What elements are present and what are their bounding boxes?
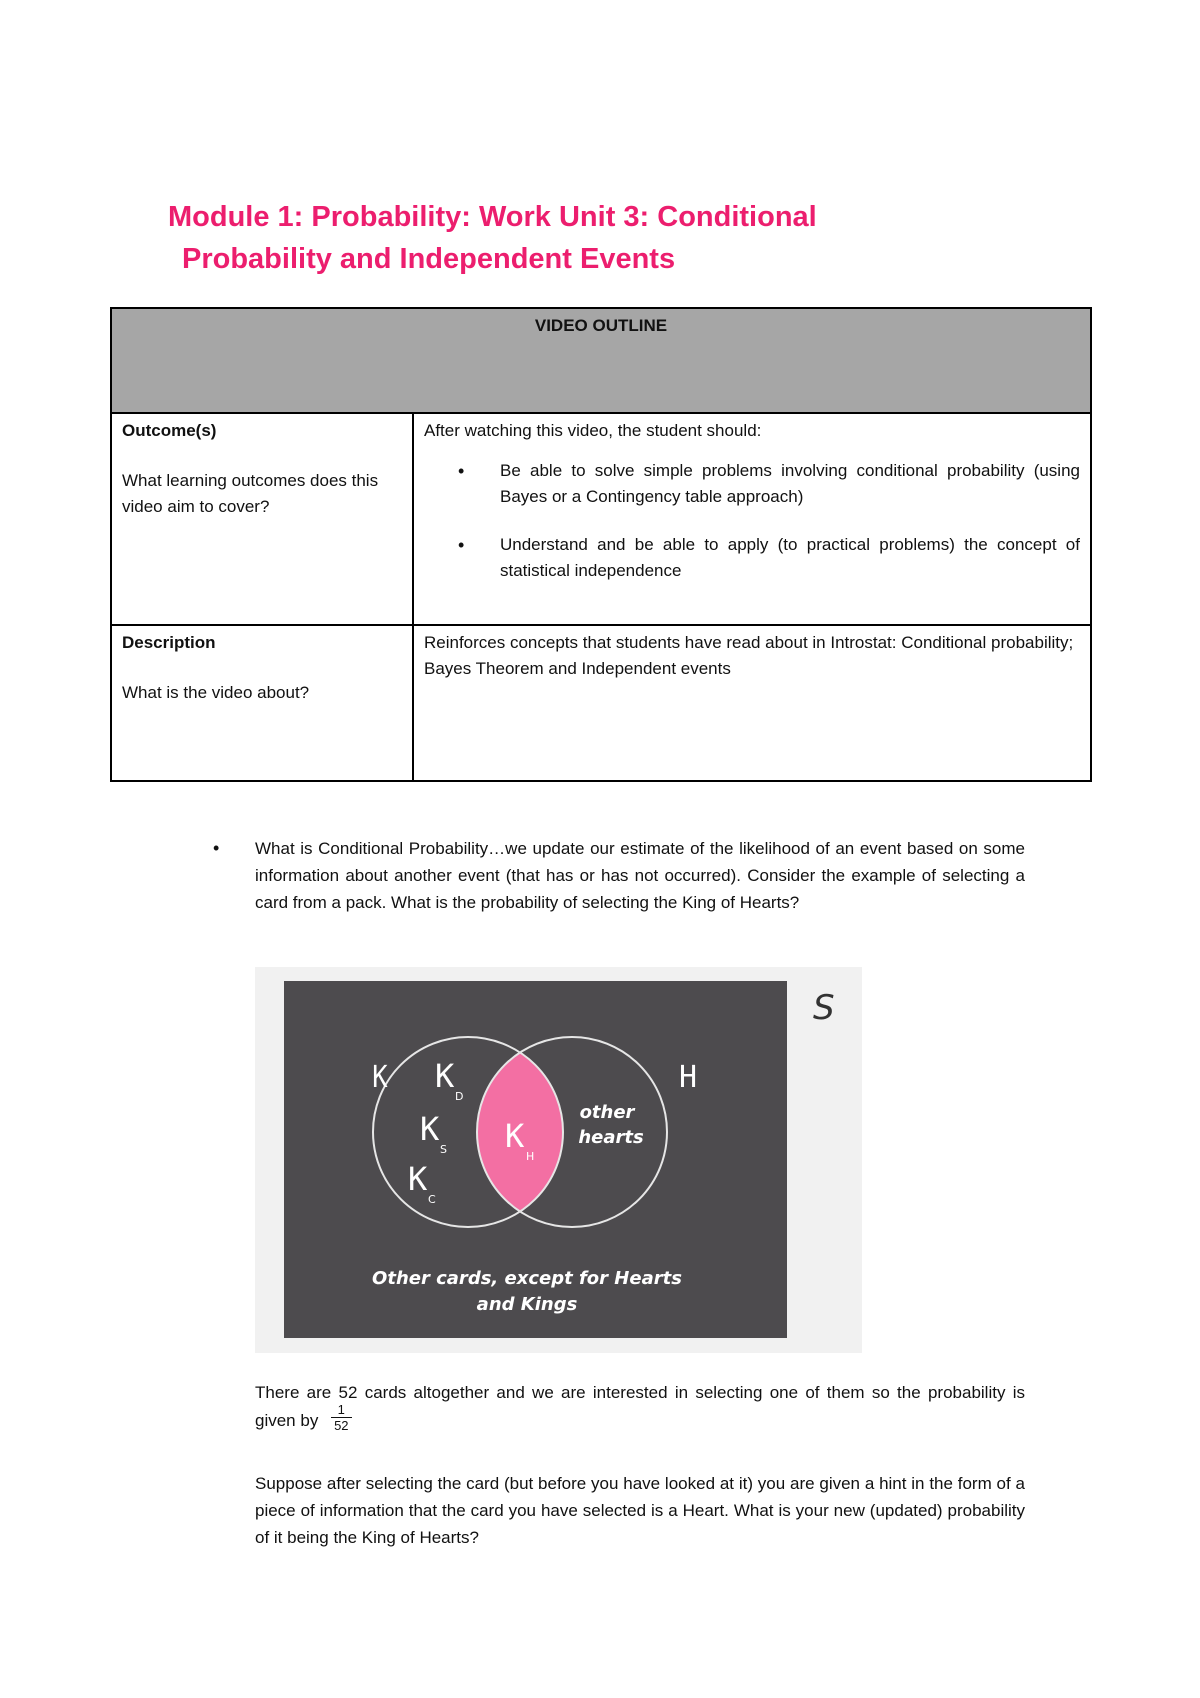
fraction-one-over-52 xyxy=(331,1402,351,1433)
king-clubs-letter: K xyxy=(408,1160,428,1198)
description-question: What is the video about? xyxy=(122,683,310,702)
king-diamonds-letter: K xyxy=(435,1057,455,1095)
title-line-2: Probability and Independent Events xyxy=(182,243,676,275)
title-line-1: Module 1: Probability: Work Unit 3: Conditional xyxy=(168,201,817,233)
venn-caption-line-2: and Kings xyxy=(476,1294,578,1315)
king-spades-sub: S xyxy=(440,1143,447,1156)
king-spades-letter: K xyxy=(420,1110,440,1148)
king-hearts-sub: H xyxy=(526,1150,535,1163)
venn-caption-line-1: Other cards, except for Hearts xyxy=(372,1268,682,1289)
outcome-item-2: • Understand and be able to apply (to practical problems) the concept of statistical independence xyxy=(424,532,1080,584)
video-outline-table xyxy=(110,307,1092,782)
outcome-intro: After watching this video, the student should: xyxy=(424,421,762,440)
outcome-label: Outcome(s) xyxy=(122,421,217,440)
conditional-probability-bullet xyxy=(213,835,1025,916)
video-outline-header: VIDEO OUTLINE xyxy=(111,308,1091,413)
venn-diagram xyxy=(255,967,862,1353)
outcome-label-cell xyxy=(111,413,413,625)
hint-paragraph: Suppose after selecting the card (but before you have looked at it) you are given a hint in the form of a piece of information that the card you have selected is a Heart. What is your new (updated) probability of it being the King of Hearts? xyxy=(255,1474,1025,1547)
description-text: Reinforces concepts that students have read about in Introstat: Conditional probability; Bayes Theorem and Independent events xyxy=(424,633,1074,678)
conditional-probability-text: What is Conditional Probability…we update our estimate of the likelihood of an event based on some information about another event (that has or has not occurred). Consider the example of selecting a card from a pack. What is the probability of selecting the King of Hearts? xyxy=(255,839,1025,912)
outcome-content-cell xyxy=(413,413,1091,625)
fraction-numerator: 1 xyxy=(331,1402,351,1418)
other-hearts-line-1: other xyxy=(579,1102,635,1123)
venn-diagram-figure xyxy=(255,967,862,1353)
outcome-question: What learning outcomes does this video aim to cover? xyxy=(122,471,379,516)
description-label: Description xyxy=(122,633,216,652)
sample-space-label: S xyxy=(813,988,835,1028)
description-content-cell xyxy=(413,625,1091,781)
king-clubs-sub: C xyxy=(428,1193,436,1206)
hearts-set-label: H xyxy=(679,1060,698,1095)
fifty-two-cards-paragraph xyxy=(255,1379,1025,1437)
outcome-list xyxy=(424,458,1080,584)
description-label-cell xyxy=(111,625,413,781)
other-hearts-line-2: hearts xyxy=(578,1127,644,1148)
outcome-item-1: • Be able to solve simple problems involving conditional probability (using Bayes or a Contingency table approach) xyxy=(424,458,1080,510)
king-hearts-letter: K xyxy=(505,1117,525,1155)
page-title xyxy=(168,196,1068,280)
fifty-two-cards-text: There are 52 cards altogether and we are interested in selecting one of them so the probability is given by xyxy=(255,1383,1025,1430)
king-diamonds-sub: D xyxy=(455,1090,464,1103)
fraction-denominator: 52 xyxy=(334,1418,349,1433)
kings-set-label: K xyxy=(372,1058,388,1095)
bullet-dot: • xyxy=(213,838,220,858)
